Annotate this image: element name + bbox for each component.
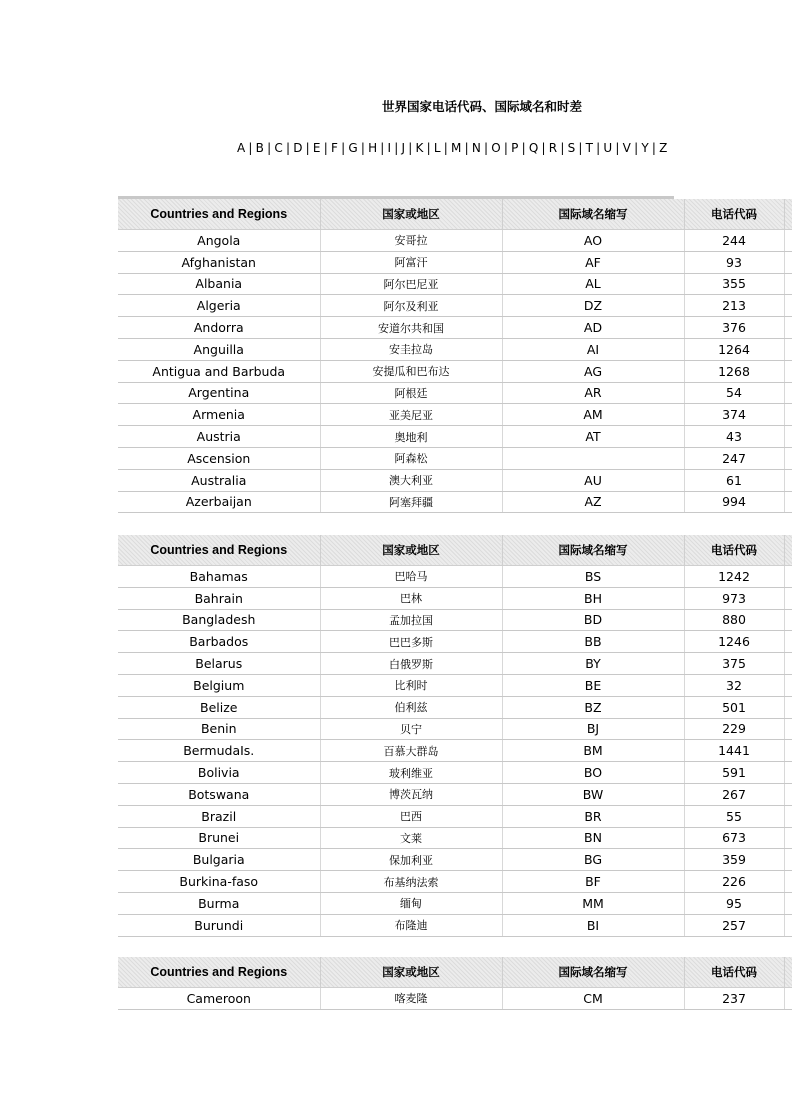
- domain-code: BS: [502, 566, 684, 588]
- country-name-cn: 阿根廷: [320, 382, 502, 404]
- header-domain: 国际域名缩写: [502, 957, 684, 988]
- alphabet-link-n[interactable]: N: [471, 141, 482, 155]
- alphabet-separator: |: [285, 141, 291, 155]
- extra-cell: [784, 469, 792, 491]
- table-row: [118, 404, 792, 426]
- country-name-en: BermudaIs.: [118, 740, 320, 762]
- header-phone: 电话代码: [684, 199, 784, 230]
- extra-cell: [784, 718, 792, 740]
- country-name-cn: 喀麦隆: [320, 988, 502, 1010]
- country-name-en: Bolivia: [118, 762, 320, 784]
- domain-code: BB: [502, 631, 684, 653]
- country-table: [118, 535, 792, 937]
- country-table: [118, 199, 792, 513]
- table-row: [118, 849, 792, 871]
- table-row: [118, 740, 792, 762]
- alphabet-separator: |: [267, 141, 272, 155]
- country-name-cn: 巴哈马: [320, 566, 502, 588]
- alphabet-index: [237, 141, 668, 155]
- alphabet-separator: |: [443, 141, 449, 155]
- country-name-cn: 文莱: [320, 827, 502, 849]
- domain-code: [502, 447, 684, 469]
- table-row: [118, 566, 792, 588]
- phone-code: 1268: [684, 360, 784, 382]
- alphabet-link-l[interactable]: L: [433, 141, 441, 155]
- phone-code: 1441: [684, 740, 784, 762]
- country-name-en: Belize: [118, 696, 320, 718]
- country-name-cn: 巴林: [320, 587, 502, 609]
- alphabet-separator: |: [360, 141, 366, 155]
- table-row: [118, 230, 792, 252]
- domain-code: AF: [502, 251, 684, 273]
- table-row: [118, 783, 792, 805]
- country-name-en: Angola: [118, 230, 320, 252]
- domain-code: AT: [502, 426, 684, 448]
- country-name-cn: 博茨瓦纳: [320, 783, 502, 805]
- alphabet-link-h[interactable]: H: [368, 141, 378, 155]
- header-country: Countries and Regions: [118, 957, 320, 988]
- phone-code: 244: [684, 230, 784, 252]
- table-row: [118, 892, 792, 914]
- table-header-row: [118, 957, 792, 988]
- alphabet-link-s[interactable]: S: [567, 141, 576, 155]
- alphabet-separator: |: [305, 141, 310, 155]
- alphabet-link-k[interactable]: K: [415, 141, 424, 155]
- domain-code: BJ: [502, 718, 684, 740]
- domain-code: AM: [502, 404, 684, 426]
- phone-code: 55: [684, 805, 784, 827]
- extra-cell: [784, 783, 792, 805]
- alphabet-link-b[interactable]: B: [255, 141, 265, 155]
- country-name-en: Bulgaria: [118, 849, 320, 871]
- country-name-en: Albania: [118, 273, 320, 295]
- table-row: [118, 871, 792, 893]
- country-name-en: Andorra: [118, 317, 320, 339]
- header-country: Countries and Regions: [118, 535, 320, 566]
- table-row: [118, 273, 792, 295]
- domain-code: BF: [502, 871, 684, 893]
- alphabet-separator: |: [634, 141, 639, 155]
- extra-cell: [784, 914, 792, 936]
- country-name-en: Burundi: [118, 914, 320, 936]
- country-name-en: Afghanistan: [118, 251, 320, 273]
- domain-code: BE: [502, 674, 684, 696]
- domain-code: AU: [502, 469, 684, 491]
- alphabet-link-g[interactable]: G: [348, 141, 358, 155]
- header-country: Countries and Regions: [118, 199, 320, 230]
- country-name-en: Brunei: [118, 827, 320, 849]
- page-title: 世界国家电话代码、国际域名和时差: [382, 99, 583, 114]
- header-cn-name: 国家或地区: [320, 957, 502, 988]
- alphabet-separator: |: [521, 141, 526, 155]
- header-domain: 国际域名缩写: [502, 199, 684, 230]
- extra-cell: [784, 587, 792, 609]
- domain-code: BZ: [502, 696, 684, 718]
- extra-cell: [784, 631, 792, 653]
- alphabet-link-e[interactable]: E: [312, 141, 321, 155]
- table-row: [118, 674, 792, 696]
- table-row: [118, 587, 792, 609]
- extra-cell: [784, 653, 792, 675]
- phone-code: 374: [684, 404, 784, 426]
- alphabet-link-f[interactable]: F: [330, 141, 339, 155]
- extra-cell: [784, 566, 792, 588]
- domain-code: AR: [502, 382, 684, 404]
- country-name-en: Ascension: [118, 447, 320, 469]
- table-row: [118, 317, 792, 339]
- table-row: [118, 631, 792, 653]
- table-row: [118, 609, 792, 631]
- country-name-cn: 比利时: [320, 674, 502, 696]
- domain-code: BN: [502, 827, 684, 849]
- country-name-en: Barbados: [118, 631, 320, 653]
- alphabet-link-i[interactable]: I: [387, 141, 392, 155]
- extra-cell: [784, 871, 792, 893]
- alphabet-link-d[interactable]: D: [293, 141, 303, 155]
- country-name-cn: 布隆迪: [320, 914, 502, 936]
- table-row: [118, 914, 792, 936]
- extra-cell: [784, 674, 792, 696]
- domain-code: BG: [502, 849, 684, 871]
- alphabet-link-p[interactable]: P: [511, 141, 519, 155]
- extra-cell: [784, 491, 792, 513]
- phone-code: 355: [684, 273, 784, 295]
- table-row: [118, 696, 792, 718]
- alphabet-link-q[interactable]: Q: [528, 141, 539, 155]
- alphabet-separator: |: [503, 141, 509, 155]
- phone-code: 93: [684, 251, 784, 273]
- country-name-cn: 安道尔共和国: [320, 317, 502, 339]
- extra-cell: [784, 295, 792, 317]
- country-name-cn: 奥地利: [320, 426, 502, 448]
- country-name-en: Belarus: [118, 653, 320, 675]
- domain-code: BM: [502, 740, 684, 762]
- alphabet-link-z[interactable]: Z: [659, 141, 668, 155]
- country-name-cn: 巴西: [320, 805, 502, 827]
- country-name-en: Azerbaijan: [118, 491, 320, 513]
- country-name-en: Austria: [118, 426, 320, 448]
- alphabet-link-v[interactable]: V: [622, 141, 632, 155]
- alphabet-separator: |: [484, 141, 489, 155]
- table-header-row: [118, 199, 792, 230]
- extra-cell: [784, 338, 792, 360]
- domain-code: BI: [502, 914, 684, 936]
- extra-cell: [784, 762, 792, 784]
- table-row: [118, 360, 792, 382]
- phone-code: 213: [684, 295, 784, 317]
- alphabet-separator: |: [394, 141, 399, 155]
- alphabet-link-y[interactable]: Y: [641, 141, 649, 155]
- phone-code: 267: [684, 783, 784, 805]
- table-row: [118, 251, 792, 273]
- country-name-en: Armenia: [118, 404, 320, 426]
- domain-code: BO: [502, 762, 684, 784]
- domain-code: AO: [502, 230, 684, 252]
- country-name-cn: 澳大利亚: [320, 469, 502, 491]
- header-phone: 电话代码: [684, 535, 784, 566]
- country-name-cn: 安圭拉岛: [320, 338, 502, 360]
- phone-code: 54: [684, 382, 784, 404]
- country-name-cn: 阿塞拜疆: [320, 491, 502, 513]
- phone-code: 61: [684, 469, 784, 491]
- table-row: [118, 295, 792, 317]
- table-row: [118, 653, 792, 675]
- alphabet-separator: |: [323, 141, 328, 155]
- alphabet-separator: |: [651, 141, 657, 155]
- phone-code: 994: [684, 491, 784, 513]
- extra-cell: [784, 827, 792, 849]
- country-name-cn: 安提瓜和巴布达: [320, 360, 502, 382]
- phone-code: 247: [684, 447, 784, 469]
- country-name-en: Australia: [118, 469, 320, 491]
- country-name-en: Bahamas: [118, 566, 320, 588]
- domain-code: BY: [502, 653, 684, 675]
- extra-cell: [784, 609, 792, 631]
- country-name-cn: 巴巴多斯: [320, 631, 502, 653]
- header-domain: 国际域名缩写: [502, 535, 684, 566]
- country-name-cn: 孟加拉国: [320, 609, 502, 631]
- alphabet-separator: |: [578, 141, 583, 155]
- extra-cell: [784, 988, 792, 1010]
- table-header-row: [118, 535, 792, 566]
- domain-code: AD: [502, 317, 684, 339]
- country-name-cn: 亚美尼亚: [320, 404, 502, 426]
- extra-cell: [784, 404, 792, 426]
- table-row: [118, 447, 792, 469]
- phone-code: 359: [684, 849, 784, 871]
- phone-code: 1246: [684, 631, 784, 653]
- extra-cell: [784, 317, 792, 339]
- extra-cell: [784, 805, 792, 827]
- country-name-en: Anguilla: [118, 338, 320, 360]
- alphabet-separator: |: [560, 141, 565, 155]
- phone-code: 1242: [684, 566, 784, 588]
- alphabet-link-t[interactable]: T: [585, 141, 594, 155]
- extra-cell: [784, 447, 792, 469]
- alphabet-link-c[interactable]: C: [274, 141, 283, 155]
- phone-code: 32: [684, 674, 784, 696]
- country-name-cn: 阿富汗: [320, 251, 502, 273]
- table-row: [118, 805, 792, 827]
- alphabet-separator: |: [248, 141, 253, 155]
- domain-code: BW: [502, 783, 684, 805]
- alphabet-separator: |: [464, 141, 469, 155]
- domain-code: AI: [502, 338, 684, 360]
- country-name-cn: 伯利兹: [320, 696, 502, 718]
- extra-cell: [784, 251, 792, 273]
- table-row: [118, 762, 792, 784]
- extra-cell: [784, 426, 792, 448]
- table-row: [118, 469, 792, 491]
- alphabet-separator: |: [541, 141, 546, 155]
- alphabet-separator: |: [426, 141, 431, 155]
- country-name-en: Argentina: [118, 382, 320, 404]
- phone-code: 226: [684, 871, 784, 893]
- alphabet-separator: |: [615, 141, 620, 155]
- country-name-en: Cameroon: [118, 988, 320, 1010]
- extra-cell: [784, 740, 792, 762]
- domain-code: MM: [502, 892, 684, 914]
- header-extra: [784, 199, 792, 230]
- extra-cell: [784, 360, 792, 382]
- phone-code: 43: [684, 426, 784, 448]
- phone-code: 673: [684, 827, 784, 849]
- phone-code: 501: [684, 696, 784, 718]
- alphabet-link-m[interactable]: M: [451, 141, 462, 155]
- alphabet-separator: |: [596, 141, 601, 155]
- country-name-en: Benin: [118, 718, 320, 740]
- phone-code: 376: [684, 317, 784, 339]
- table-row: [118, 338, 792, 360]
- header-phone: 电话代码: [684, 957, 784, 988]
- header-extra: [784, 957, 792, 988]
- country-name-cn: 白俄罗斯: [320, 653, 502, 675]
- phone-code: 95: [684, 892, 784, 914]
- country-name-cn: 阿尔巴尼亚: [320, 273, 502, 295]
- table-row: [118, 426, 792, 448]
- domain-code: BR: [502, 805, 684, 827]
- extra-cell: [784, 849, 792, 871]
- extra-cell: [784, 892, 792, 914]
- country-name-en: Brazil: [118, 805, 320, 827]
- alphabet-link-a[interactable]: A: [237, 141, 246, 155]
- phone-code: 257: [684, 914, 784, 936]
- alphabet-link-j[interactable]: J: [401, 141, 406, 155]
- alphabet-link-r[interactable]: R: [548, 141, 558, 155]
- country-name-en: Burkina-faso: [118, 871, 320, 893]
- phone-code: 229: [684, 718, 784, 740]
- country-name-cn: 安哥拉: [320, 230, 502, 252]
- header-cn-name: 国家或地区: [320, 535, 502, 566]
- country-name-en: Botswana: [118, 783, 320, 805]
- phone-code: 591: [684, 762, 784, 784]
- domain-code: DZ: [502, 295, 684, 317]
- extra-cell: [784, 273, 792, 295]
- domain-code: AG: [502, 360, 684, 382]
- country-name-en: Algeria: [118, 295, 320, 317]
- alphabet-separator: |: [408, 141, 413, 155]
- header-cn-name: 国家或地区: [320, 199, 502, 230]
- table-row: [118, 491, 792, 513]
- domain-code: AZ: [502, 491, 684, 513]
- phone-code: 237: [684, 988, 784, 1010]
- domain-code: CM: [502, 988, 684, 1010]
- extra-cell: [784, 696, 792, 718]
- country-name-cn: 贝宁: [320, 718, 502, 740]
- country-name-cn: 阿尔及利亚: [320, 295, 502, 317]
- country-name-en: Belgium: [118, 674, 320, 696]
- country-name-cn: 阿森松: [320, 447, 502, 469]
- phone-code: 973: [684, 587, 784, 609]
- table-row: [118, 827, 792, 849]
- country-name-en: Burma: [118, 892, 320, 914]
- header-extra: [784, 535, 792, 566]
- phone-code: 375: [684, 653, 784, 675]
- extra-cell: [784, 382, 792, 404]
- country-name-cn: 保加利亚: [320, 849, 502, 871]
- alphabet-link-u[interactable]: U: [603, 141, 613, 155]
- country-name-en: Bahrain: [118, 587, 320, 609]
- alphabet-link-o[interactable]: O: [491, 141, 501, 155]
- table-row: [118, 718, 792, 740]
- country-name-cn: 布基纳法索: [320, 871, 502, 893]
- country-name-cn: 玻利维亚: [320, 762, 502, 784]
- table-row: [118, 382, 792, 404]
- country-table: [118, 957, 792, 1010]
- country-name-cn: 缅甸: [320, 892, 502, 914]
- phone-code: 880: [684, 609, 784, 631]
- alphabet-separator: |: [380, 141, 385, 155]
- country-name-en: Antigua and Barbuda: [118, 360, 320, 382]
- domain-code: BD: [502, 609, 684, 631]
- extra-cell: [784, 230, 792, 252]
- country-name-en: Bangladesh: [118, 609, 320, 631]
- country-name-cn: 百慕大群岛: [320, 740, 502, 762]
- domain-code: AL: [502, 273, 684, 295]
- phone-code: 1264: [684, 338, 784, 360]
- alphabet-separator: |: [341, 141, 346, 155]
- table-row: [118, 988, 792, 1010]
- domain-code: BH: [502, 587, 684, 609]
